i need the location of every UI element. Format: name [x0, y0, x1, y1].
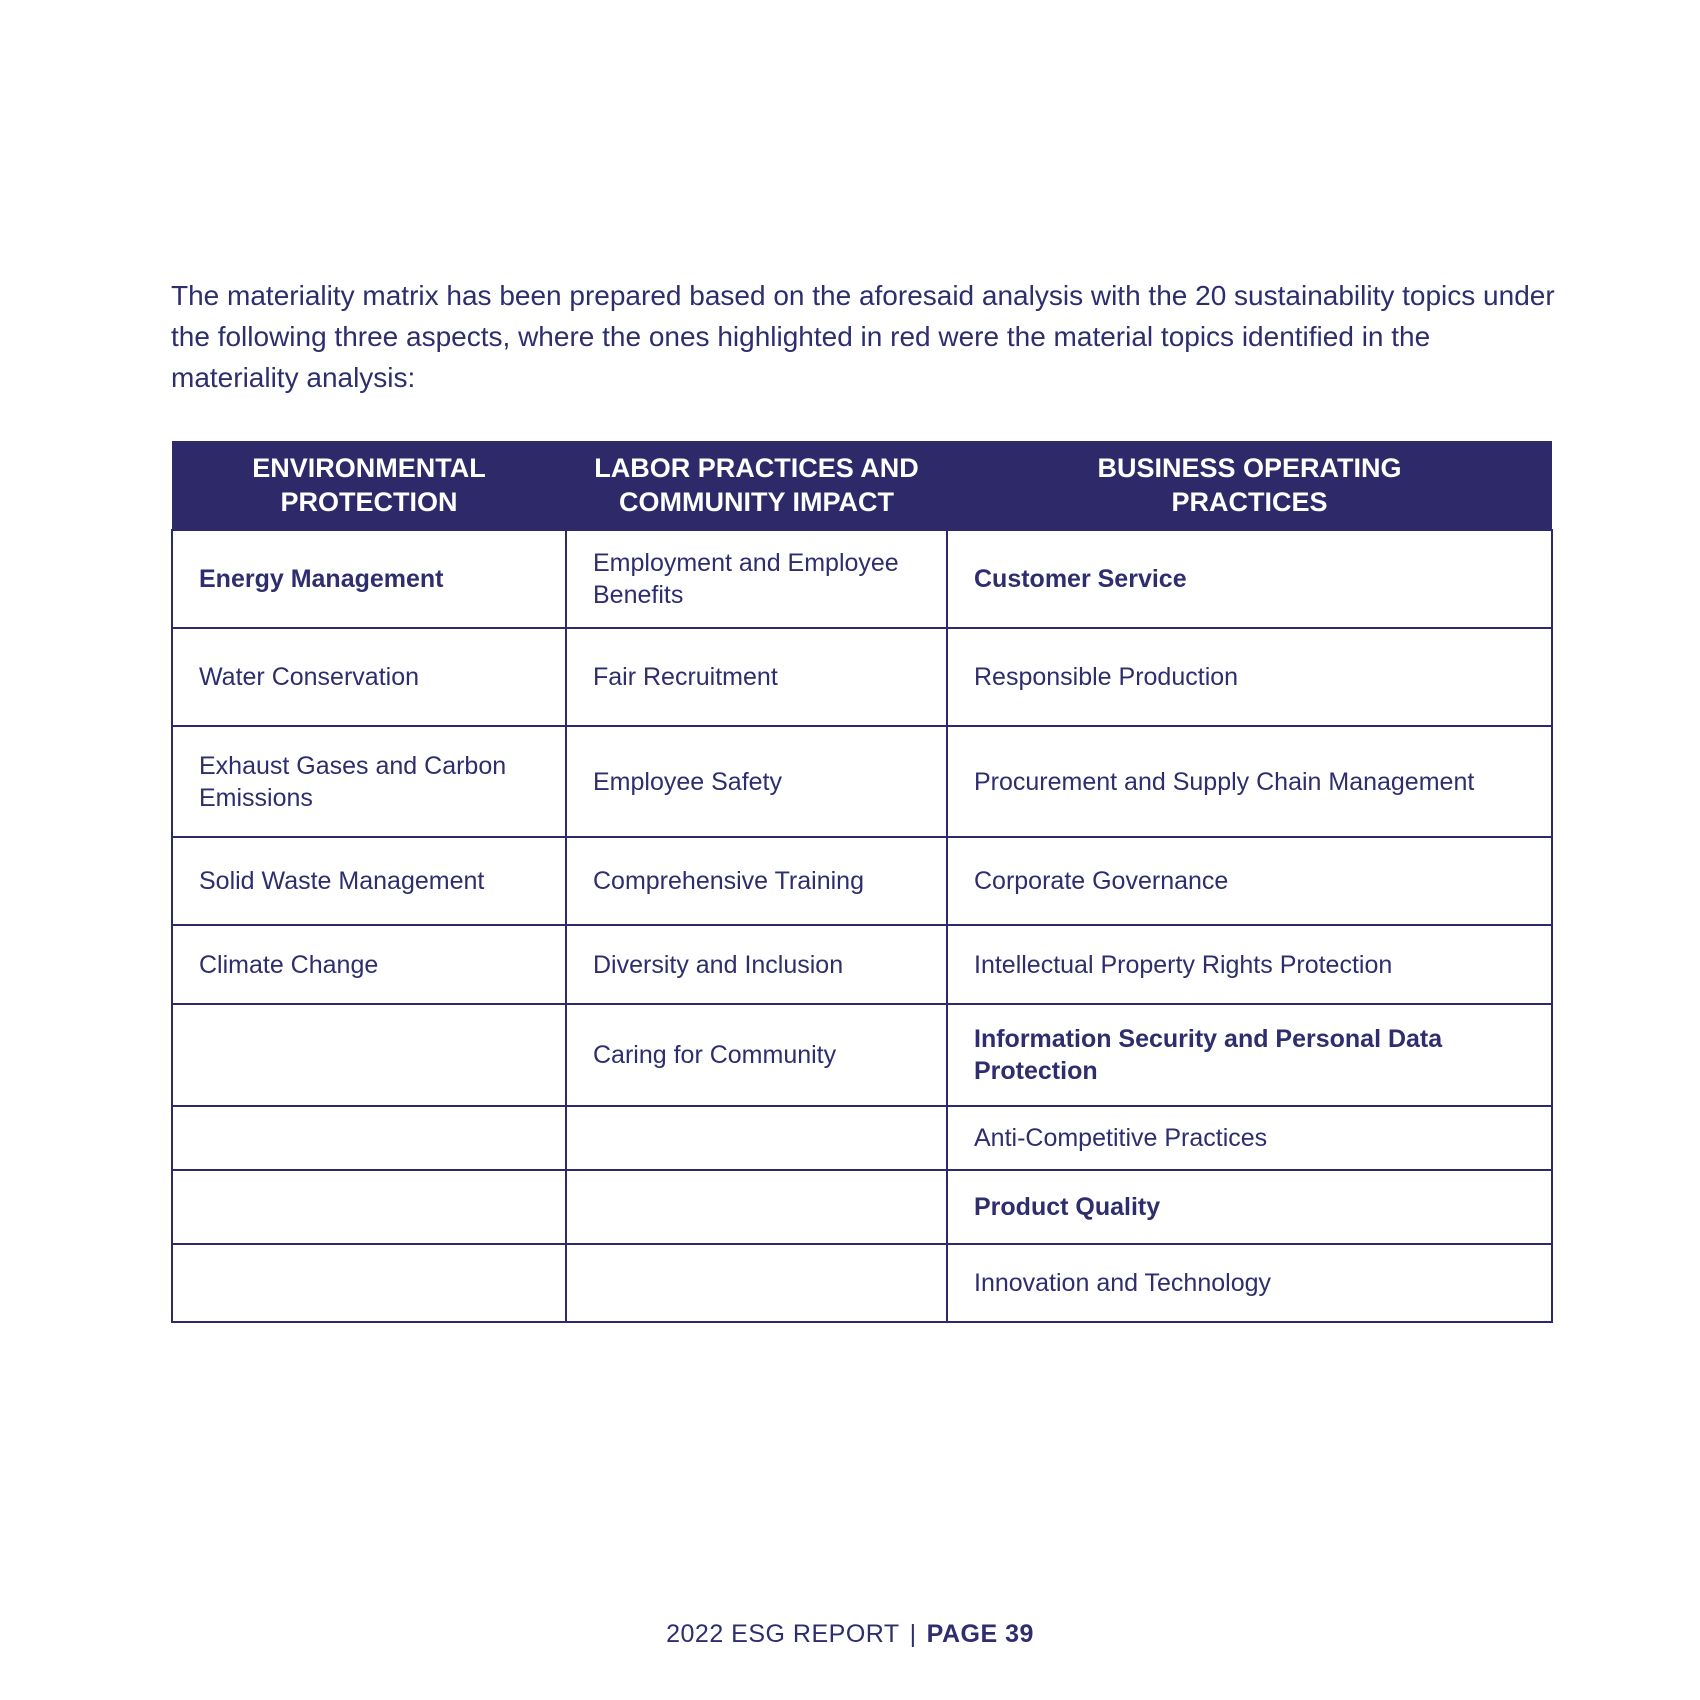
intro-paragraph: The materiality matrix has been prepared based on the aforesaid analysis with the 20 sustainability topics under the following three aspects, where the ones highlighted in red were the material topics identified in the materiality analysis:: [171, 280, 1555, 393]
table-row: [172, 925, 1552, 1004]
table-row: [172, 1004, 1552, 1106]
topic-cell: Fair Recruitment: [566, 628, 947, 726]
topic-cell: Water Conservation: [172, 628, 566, 726]
header-line: PRACTICES: [1171, 487, 1328, 517]
footer-report-title: 2022 ESG REPORT: [666, 1620, 900, 1648]
topic-cell: Climate Change: [172, 925, 566, 1004]
topic-cell: Procurement and Supply Chain Management: [947, 726, 1552, 837]
empty-cell: [566, 1170, 947, 1244]
topic-cell: Anti-Competitive Practices: [947, 1106, 1552, 1170]
topic-cell: Energy Management: [172, 530, 566, 628]
table-header-row: [172, 441, 1552, 530]
topic-cell: Solid Waste Management: [172, 837, 566, 925]
empty-cell: [172, 1004, 566, 1106]
header-line: BUSINESS OPERATING: [1097, 453, 1402, 483]
table-row: [172, 837, 1552, 925]
topic-cell: Comprehensive Training: [566, 837, 947, 925]
header-business-operating-practices: [947, 441, 1552, 530]
topic-cell: Caring for Community: [566, 1004, 947, 1106]
header-line: LABOR PRACTICES AND: [594, 453, 919, 483]
table-row: [172, 1106, 1552, 1170]
table-row: [172, 628, 1552, 726]
topic-cell: Intellectual Property Rights Protection: [947, 925, 1552, 1004]
header-line: COMMUNITY IMPACT: [619, 487, 894, 517]
header-labor-practices: [566, 441, 947, 530]
empty-cell: [172, 1106, 566, 1170]
topic-cell: Product Quality: [947, 1170, 1552, 1244]
topic-cell: Innovation and Technology: [947, 1244, 1552, 1322]
topic-cell: Information Security and Personal Data Protection: [947, 1004, 1552, 1106]
topic-cell: Employee Safety: [566, 726, 947, 837]
topic-cell: Corporate Governance: [947, 837, 1552, 925]
page-footer: [0, 1620, 1700, 1649]
empty-cell: [172, 1170, 566, 1244]
header-environmental-protection: [172, 441, 566, 530]
header-line: ENVIRONMENTAL: [252, 453, 486, 483]
empty-cell: [172, 1244, 566, 1322]
empty-cell: [566, 1244, 947, 1322]
empty-cell: [566, 1106, 947, 1170]
footer-page-number: PAGE 39: [926, 1620, 1034, 1648]
topic-cell: Exhaust Gases and Carbon Emissions: [172, 726, 566, 837]
topic-cell: Employment and Employee Benefits: [566, 530, 947, 628]
materiality-matrix-table: [171, 441, 1553, 1323]
footer-separator: |: [909, 1620, 917, 1648]
topic-cell: Customer Service: [947, 530, 1552, 628]
table-row: [172, 726, 1552, 837]
table-row: [172, 530, 1552, 628]
header-line: PROTECTION: [280, 487, 458, 517]
table-row: [172, 1244, 1552, 1322]
topic-cell: Responsible Production: [947, 628, 1552, 726]
table-row: [172, 1170, 1552, 1244]
topic-cell: Diversity and Inclusion: [566, 925, 947, 1004]
